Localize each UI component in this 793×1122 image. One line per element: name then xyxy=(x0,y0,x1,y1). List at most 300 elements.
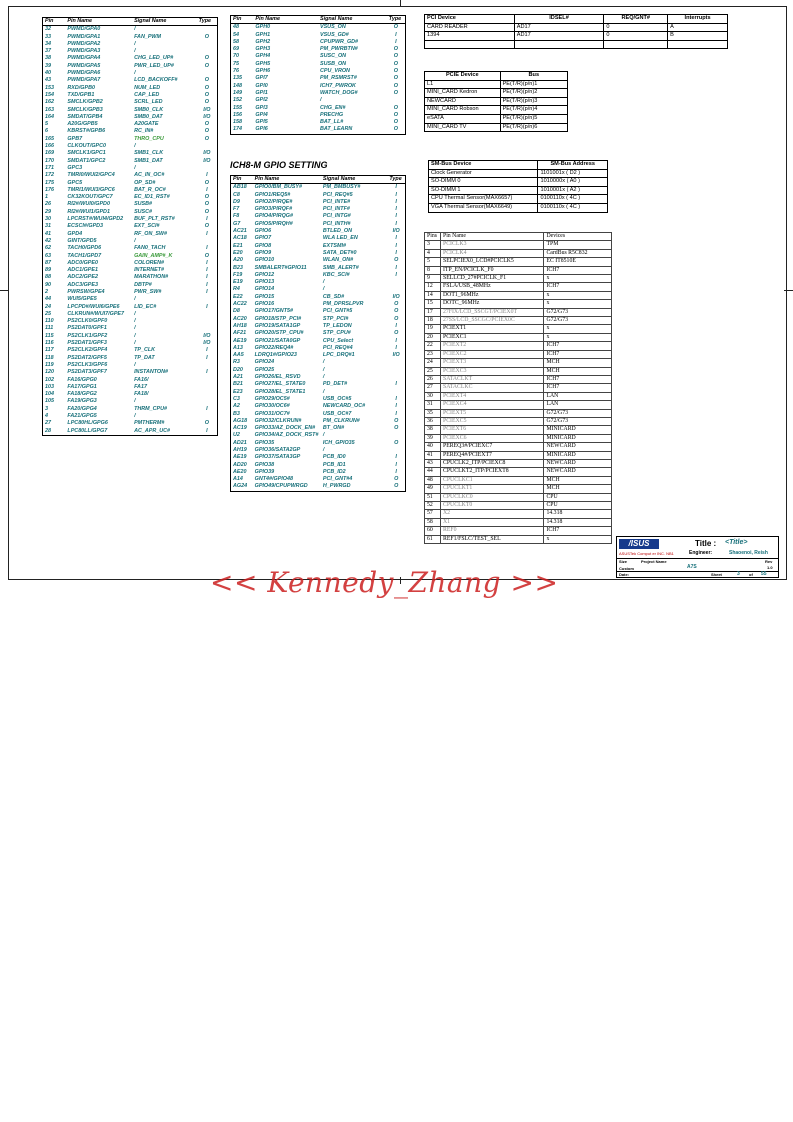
gpio-row-cell: 75 xyxy=(233,60,239,67)
gpio-row-cell: 103 xyxy=(45,383,54,390)
gpio-row-cell xyxy=(197,48,218,55)
gpio-row xyxy=(43,253,218,260)
gpio-row xyxy=(43,77,218,84)
gpio-row-cell: GPH0 xyxy=(255,24,271,31)
clock-row-cell: 61 xyxy=(425,535,441,543)
gpio-row-cell: AB18 xyxy=(233,184,247,191)
gpio-row-cell: O xyxy=(204,91,209,98)
clock-row-cell: CPU xyxy=(544,502,612,510)
watermark-signature: << Kennedy_Zhang >> xyxy=(210,566,559,599)
rev-value: 1.0 xyxy=(767,565,773,570)
smbus-row-cell: SO-DIMM 1 xyxy=(429,186,538,195)
gpio-row-cell xyxy=(197,238,218,245)
gpio-row-cell: / xyxy=(322,359,325,366)
gpio-row-cell: I xyxy=(395,322,397,329)
gpio-row-cell: GPIO19/SATA1GP xyxy=(254,322,301,329)
clock-row xyxy=(425,459,612,467)
gpio-row-cell: USB_OC#7 xyxy=(322,410,352,417)
gpio-row-cell: / xyxy=(134,361,136,368)
gpio-row-cell: GPIO36/SATA2GP xyxy=(254,446,301,453)
gpio-row xyxy=(43,267,218,274)
gpio-row-cell: GPIO22/REQ4# xyxy=(254,344,294,351)
gpio-row-cell: FA18/GPG2 xyxy=(67,391,97,398)
gpio-row xyxy=(43,70,218,77)
clock-row xyxy=(425,317,612,325)
gpio-row-cell: SUSC# xyxy=(134,208,153,215)
clock-row xyxy=(425,535,612,543)
clock-row-cell: ITP_EN/PCICLK_F0 xyxy=(440,266,543,274)
gpio-row-cell: SMBALERT#GPIO11 xyxy=(254,264,307,271)
clock-row-cell: ICH7 xyxy=(544,375,612,383)
gpio-row-cell: A21 xyxy=(233,374,243,381)
gpio-row-cell: C3 xyxy=(233,395,240,402)
clock-row-cell: 22 xyxy=(425,342,441,350)
gpio-row xyxy=(43,92,218,99)
gpio-row-cell: AC18 xyxy=(233,235,247,242)
col-pin: Pin xyxy=(231,176,253,184)
gpio-row-cell: 43 xyxy=(45,77,51,84)
clock-row-cell: PCIEXT1 xyxy=(440,325,543,333)
clock-row-cell: CPUCLKT1 xyxy=(440,485,543,493)
gpio-row-cell: PM_BMBUSY# xyxy=(322,184,361,191)
gpio-row-cell xyxy=(387,97,406,104)
gpio-row xyxy=(43,325,218,332)
col-smbus-address: SM-Bus Address xyxy=(538,161,608,170)
gpio-row-cell: 5 xyxy=(45,121,48,128)
gpio-row-cell: 34 xyxy=(45,40,51,47)
pcie-device-table xyxy=(424,71,568,132)
gpio-row-cell: THRO_CPU xyxy=(134,135,164,142)
project-label: Project Name xyxy=(641,559,667,564)
gpio-row-cell: I xyxy=(395,344,397,351)
gpio-row xyxy=(231,381,406,388)
gpio-row-cell: 54 xyxy=(233,31,239,38)
gpio-row xyxy=(231,39,406,46)
clock-row-cell: 4 xyxy=(425,249,441,257)
clock-row-cell: CPUCLKC1 xyxy=(440,476,543,484)
gpio-row-cell: I xyxy=(206,172,208,179)
gpio-row xyxy=(43,231,218,238)
clock-row xyxy=(425,375,612,383)
gpio-row-cell: O xyxy=(204,99,209,106)
gpio-row-cell: GPIO25 xyxy=(254,366,275,373)
gpio-row-cell: PMTHERM# xyxy=(134,420,165,427)
gpio-row-cell: PS2DAT0/GPF1 xyxy=(67,325,107,332)
gpio-row-cell: 27 xyxy=(45,420,51,427)
gpio-row-cell: BTLED_ON xyxy=(322,228,352,235)
gpio-row-cell: GPIO33/AZ_DOCK_EN# xyxy=(254,425,316,432)
gpio-row xyxy=(231,192,406,199)
gpio-row-cell: GPIO13 xyxy=(254,279,275,286)
pcie-row xyxy=(425,123,568,132)
gpio-row-cell xyxy=(197,165,218,172)
gpio-row-cell: O xyxy=(204,208,209,215)
gpio-row-cell: CAP_LED xyxy=(134,91,160,98)
gpio-row xyxy=(231,126,406,134)
gpio-row-cell: GPI3 xyxy=(255,104,268,111)
gpio-row-cell: H_PWRGD xyxy=(322,483,351,490)
clock-row-cell: 41 xyxy=(425,451,441,459)
gpio-row-cell: 29 xyxy=(45,208,51,215)
gpio-row-cell: 40 xyxy=(45,70,51,77)
gpio-row xyxy=(43,26,218,34)
clock-row-cell: CPUCLKT0 xyxy=(440,502,543,510)
gpio-row-cell: 104 xyxy=(45,391,54,398)
gpio-row-cell: 171 xyxy=(45,164,54,171)
gpio-row-cell: / xyxy=(322,286,325,293)
gpio-row xyxy=(43,384,218,391)
gpio-row-cell: PWMD/GPA6 xyxy=(67,70,101,77)
gpio-row-cell: GPIO24 xyxy=(254,359,275,366)
gpio-row-cell: O xyxy=(204,84,209,91)
gpio-row-cell: O xyxy=(204,77,209,84)
gpio-row-cell: 87 xyxy=(45,259,51,266)
gpio-row-cell: GAIN_AMP#_K xyxy=(134,252,173,259)
pci-row xyxy=(425,32,728,41)
gpio-row xyxy=(43,369,218,376)
gpio-row xyxy=(43,398,218,405)
gpio-row xyxy=(231,46,406,53)
gpio-row-cell: ADC1/GPE1 xyxy=(67,267,98,274)
clock-row-cell: 26 xyxy=(425,375,441,383)
border-tick xyxy=(400,0,401,7)
smbus-device-table xyxy=(428,160,608,213)
gpio-row-cell: RC_IN# xyxy=(134,128,154,135)
gpio-row-cell: GPH5 xyxy=(255,60,271,67)
clock-row-cell: ICH7 xyxy=(544,527,612,535)
clock-row-cell: LAN xyxy=(544,392,612,400)
gpio-row xyxy=(43,216,218,223)
clock-row xyxy=(425,434,612,442)
clock-row xyxy=(425,443,612,451)
border-tick xyxy=(0,290,9,291)
gpio-row-cell: PCI_GNT#4 xyxy=(322,476,353,483)
gpio-row xyxy=(43,209,218,216)
gpio-row-cell xyxy=(387,374,405,381)
gpio-row xyxy=(43,318,218,325)
gpio-row xyxy=(43,121,218,128)
smbus-row xyxy=(429,195,608,204)
gpio-row-cell: GPIO31/OC7# xyxy=(254,410,290,417)
gpio-row-cell xyxy=(197,296,218,303)
clock-row-cell: SELLCD_27#PCICLK_F1 xyxy=(440,275,543,283)
gpio-row-cell: GPIO7 xyxy=(254,235,272,242)
gpio-row-cell: 111 xyxy=(45,325,54,332)
gpio-row-cell: GPIO38 xyxy=(254,461,275,468)
gpio-row xyxy=(231,184,406,192)
gpio-row-cell: 44 xyxy=(45,296,51,303)
gpio-row-cell: BAT_LEARN xyxy=(319,126,353,133)
pcie-row-cell: PE(T/R)(p/n)4 xyxy=(500,106,567,115)
gpio-row-cell: O xyxy=(393,104,398,111)
gpio-row xyxy=(43,41,218,48)
clock-row-cell: x xyxy=(544,275,612,283)
gpio-row-cell: GPI7 xyxy=(255,75,268,82)
gpio-row-cell: FA20/GPG4 xyxy=(67,405,97,412)
gpio-row-cell: I xyxy=(395,264,397,271)
smbus-row xyxy=(429,178,608,187)
gpio-row-cell: GPIO0/BM_BUSY# xyxy=(254,184,302,191)
gpio-row xyxy=(231,228,406,235)
gpio-row-cell: FAN0_TACH xyxy=(134,245,166,252)
gpio-row-cell: 4 xyxy=(45,413,48,420)
clock-row-cell: 36 xyxy=(425,417,441,425)
clock-row-cell: MCH xyxy=(544,367,612,375)
smbus-row-cell: 0100110x ( 4C ) xyxy=(538,195,608,204)
gpio-row xyxy=(43,107,218,114)
gpio-row-cell: I/O xyxy=(203,150,211,157)
gpio-row-cell: O xyxy=(393,82,398,89)
gpio-row-cell: VSUS_GD# xyxy=(319,31,349,38)
gpio-row-cell: 24 xyxy=(45,303,51,310)
gpio-row-cell: I xyxy=(395,461,397,468)
gpio-row-cell: / xyxy=(134,40,136,47)
gpio-row xyxy=(231,75,406,82)
gpio-row xyxy=(231,338,406,345)
pci-row-cell xyxy=(604,40,668,49)
gpio-row xyxy=(231,367,406,374)
gpio-row-cell: I xyxy=(395,403,397,410)
gpio-row-cell xyxy=(387,389,405,396)
gpio-row-cell: SUSC_ON xyxy=(319,53,347,60)
gpio-row-cell: 32 xyxy=(45,26,51,33)
gpio-row-cell: PWMD/GPA4 xyxy=(67,55,101,62)
clock-row-cell: 49 xyxy=(425,485,441,493)
clock-row-cell: 57 xyxy=(425,510,441,518)
gpio-row-cell: PS2DAT2/GPF5 xyxy=(67,354,107,361)
gpio-row-cell: SMB_ALERT# xyxy=(322,264,359,271)
gpio-row xyxy=(231,411,406,418)
gpio-row xyxy=(231,97,406,104)
gpio-row-cell: O xyxy=(394,476,399,483)
smbus-row xyxy=(429,186,608,195)
gpio-row-cell: PCB_ID2 xyxy=(322,468,346,475)
gpio-row-cell: O xyxy=(394,425,399,432)
gpio-row-cell: D9 xyxy=(233,198,240,205)
size-value: Custom xyxy=(619,566,634,571)
clock-row xyxy=(425,502,612,510)
clock-row-cell: 18 xyxy=(425,317,441,325)
gpio-row xyxy=(231,425,406,432)
gpio-row-cell: AC_APR_UC# xyxy=(134,427,171,434)
gpio-row xyxy=(43,63,218,70)
gpio-row-cell: CK32KOUT/GPC7 xyxy=(67,194,113,201)
gpio-row xyxy=(43,260,218,267)
gpio-row-cell: PS2CLK2/GPF4 xyxy=(67,347,108,354)
gpio-row-cell: PCI_INTE# xyxy=(322,198,351,205)
gpio-row-cell: AA5 xyxy=(233,352,244,359)
pci-row xyxy=(425,23,728,32)
gpio-row-cell: / xyxy=(134,26,136,33)
clock-row-cell: PCIEXT5 xyxy=(440,409,543,417)
pcie-row-cell: MINI_CARD TV xyxy=(425,123,501,132)
gpio-row-cell: GPIO3/PIRQF# xyxy=(254,206,293,213)
gpio-row xyxy=(43,377,218,384)
gpio-row-cell: GPH2 xyxy=(255,38,271,45)
gpio-row-cell: O xyxy=(393,53,398,60)
gpio-row-cell: I xyxy=(395,395,397,402)
col-pci-device: PCI Device xyxy=(425,15,515,24)
gpio-row-cell: GPIO30/OC6# xyxy=(254,403,290,410)
gpio-row-cell: PCI_INTH# xyxy=(322,220,351,227)
gpio-row-cell: GPIO2/PIRQE# xyxy=(254,198,293,205)
col-bus: Bus xyxy=(500,72,567,81)
gpio-row-cell: GINT/GPD5 xyxy=(67,237,97,244)
gpio-row-cell: / xyxy=(322,279,325,286)
gpio-row-cell: I xyxy=(395,38,397,45)
smbus-row-cell: Clock Generator xyxy=(429,169,538,178)
asus-logo: /ISUS xyxy=(619,539,659,549)
gpio-row xyxy=(231,90,406,97)
pcie-row-cell: eSATA xyxy=(425,114,501,123)
gpio-row xyxy=(231,418,406,425)
clock-row-cell: 44 xyxy=(425,468,441,476)
gpio-row-cell: O xyxy=(394,315,399,322)
gpio-row-cell: 158 xyxy=(233,119,242,126)
gpio-row-cell: AE19 xyxy=(233,454,247,461)
gpio-row-cell: A2 xyxy=(233,403,240,410)
gpio-row-cell: 48 xyxy=(233,24,239,31)
clock-row-cell: NEWCARD xyxy=(544,459,612,467)
gpio-row-cell xyxy=(197,398,218,405)
gpio-row-cell: BAT_LL# xyxy=(319,119,344,126)
gpio-row-cell xyxy=(197,26,218,34)
gpio-row xyxy=(231,323,406,330)
gpio-row-cell: GPIO18/STP_PCI# xyxy=(254,315,302,322)
gpio-row xyxy=(231,199,406,206)
gpio-row-cell: AG18 xyxy=(233,417,248,424)
gpio-row-cell: PS2CLK1/GPF2 xyxy=(67,332,108,339)
col-pin-name: Pin Name xyxy=(253,176,321,184)
gpio-row-cell: GPIO26/EL_RSVD xyxy=(254,374,301,381)
gpio-row-cell: LPC_DRQ#1 xyxy=(322,352,355,359)
gpio-h-i-table xyxy=(230,15,406,135)
clock-row xyxy=(425,451,612,459)
gpio-row-cell: 115 xyxy=(45,332,54,339)
gpio-row-cell: PCI_GNT#5 xyxy=(322,308,353,315)
clock-row-cell: CardBus R5C832 xyxy=(544,249,612,257)
col-signal-name: Signal Name xyxy=(132,18,197,26)
gpio-row-cell: LCD_BACKOFF# xyxy=(134,77,178,84)
gpio-row xyxy=(43,99,218,106)
gpio-row-cell: / xyxy=(134,296,136,303)
gpio-row-cell xyxy=(197,413,218,420)
gpio-row xyxy=(231,345,406,352)
clock-row-cell: NEWCARD xyxy=(544,468,612,476)
gpio-row-cell: F8 xyxy=(233,213,240,220)
gpio-row-cell: AC22 xyxy=(233,301,247,308)
gpio-row-cell: PWRSW/GPE4 xyxy=(67,288,105,295)
clock-row-cell: CPUCLKC0 xyxy=(440,493,543,501)
gpio-row-cell: SATA_DET#0 xyxy=(322,249,357,256)
gpio-row-cell: I/O xyxy=(203,106,211,113)
gpio-row xyxy=(231,272,406,279)
gpio-row-cell: O xyxy=(204,55,209,62)
gpio-row xyxy=(43,136,218,143)
gpio-row xyxy=(231,374,406,381)
gpio-row-cell: / xyxy=(322,446,325,453)
clock-row-cell: G72/G73 xyxy=(544,317,612,325)
gpio-row-cell: 105 xyxy=(45,398,54,405)
gpio-row-cell: TACH0/GPD6 xyxy=(67,245,102,252)
gpio-row-cell: I xyxy=(395,184,397,191)
gpio-row-cell: 135 xyxy=(233,75,242,82)
col-req-gnt: REQ/GNT# xyxy=(604,15,668,24)
gpio-row-cell: COLOREN# xyxy=(134,259,165,266)
gpio-row-cell: I xyxy=(206,230,208,237)
gpio-row xyxy=(231,308,406,315)
col-pins: Pins xyxy=(425,233,441,241)
clock-row-cell: 43 xyxy=(425,459,441,467)
gpio-row-cell: 38 xyxy=(45,55,51,62)
gpio-row-cell: LPCPD#/WUI6/GPE6 xyxy=(67,303,120,310)
gpio-row-cell xyxy=(197,384,218,391)
pcie-row-cell: PE(T/R)(p/n)6 xyxy=(500,123,567,132)
gpio-row-cell: O xyxy=(393,24,398,31)
gpio-row xyxy=(231,235,406,242)
gpio-row-cell: FAN_PWM xyxy=(134,33,162,40)
gpio-row-cell: 42 xyxy=(45,237,51,244)
gpio-row-cell: GPIO29/OC5# xyxy=(254,395,290,402)
gpio-row-cell: GPIO17/GNT5# xyxy=(254,308,293,315)
clock-row xyxy=(425,283,612,291)
gpio-row-cell: GPH4 xyxy=(255,53,271,60)
gpio-row-cell: I xyxy=(395,410,397,417)
gpio-row-cell: GPIO35 xyxy=(254,439,275,446)
gpio-row-cell: O xyxy=(393,46,398,53)
pci-row-cell: CARD READER xyxy=(425,23,515,32)
gpio-row-cell: FA21/GPG5 xyxy=(67,413,97,420)
gpio-row-cell: E19 xyxy=(233,279,243,286)
gpio-row-cell: C8 xyxy=(233,191,240,198)
gpio-row xyxy=(231,454,406,461)
gpio-row-cell: 164 xyxy=(45,113,54,120)
rev-label: Rev xyxy=(765,559,773,564)
pcie-row-cell: MINI_CARD Kedron xyxy=(425,89,501,98)
gpio-row-cell: NUM_LED xyxy=(134,84,161,91)
gpio-row xyxy=(231,476,406,483)
gpio-row xyxy=(43,165,218,172)
gpio-row-cell: / xyxy=(134,164,136,171)
clock-row-cell: CPUCLK2_ITP/PCIEXC8 xyxy=(440,459,543,467)
gpio-row-cell: WUI5/GPE5 xyxy=(67,296,97,303)
gpio-row xyxy=(43,304,218,311)
gpio-row-cell: / xyxy=(322,374,325,381)
clock-row-cell: 14 xyxy=(425,291,441,299)
gpio-row xyxy=(231,403,406,410)
company-name: ASUSTek Comput er INC. NB1 xyxy=(619,551,674,556)
gpio-row-cell: B21 xyxy=(233,381,243,388)
gpio-row-cell: NEWCARD_OC# xyxy=(322,403,366,410)
gpio-row-cell: CPU_Select xyxy=(322,337,354,344)
gpio-row-cell: SMB1_CLK xyxy=(134,150,164,157)
gpio-row-cell: 70 xyxy=(233,53,239,60)
pci-row-cell xyxy=(514,40,604,49)
gpio-row xyxy=(43,223,218,230)
gpio-row-cell: I/O xyxy=(392,293,400,300)
clock-row xyxy=(425,350,612,358)
gpio-row-cell: GPIO49/CPUPWRGD xyxy=(254,483,308,490)
gpio-row-cell: 166 xyxy=(45,143,54,150)
gpio-row xyxy=(43,201,218,208)
gpio-row-cell: AE19 xyxy=(233,337,247,344)
clock-row xyxy=(425,426,612,434)
pcie-row-cell: PE(T/R)(p/n)5 xyxy=(500,114,567,123)
ec-gpio-table xyxy=(42,17,218,436)
gpio-row-cell: AE20 xyxy=(233,468,247,475)
gpio-row-cell: GPIO1/REQ5# xyxy=(254,191,291,198)
gpio-row-cell: I xyxy=(395,220,397,227)
